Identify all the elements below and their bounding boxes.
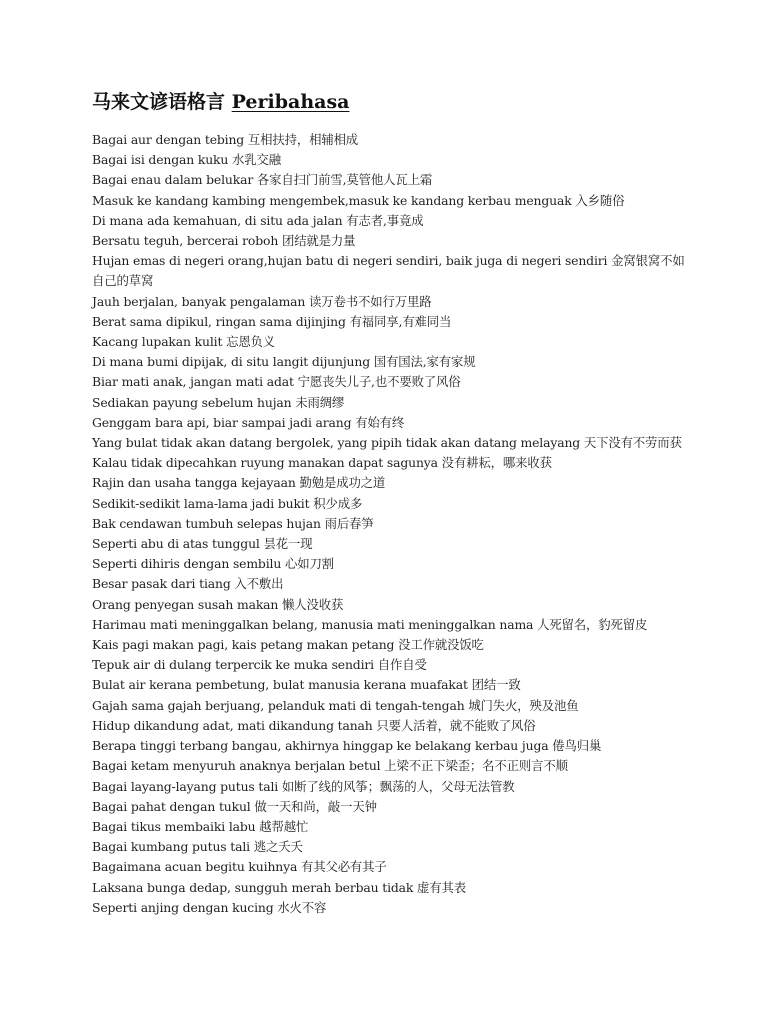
proverb-item: Tepuk air di dulang terpercik ke muka sendiri 自作自受	[92, 657, 427, 673]
proverb-item: Bak cendawan tumbuh selepas hujan 雨后春笋	[92, 515, 374, 531]
proverb-item: Bagai ketam menyuruh anaknya berjalan betul 上梁不正下梁歪；名不正则言不顺	[92, 758, 568, 774]
proverb-item: Bagai layang-layang putus tali 如断了线的风筝；飘荡的人，父母无法管教	[92, 778, 515, 794]
title-latin: Peribahasa	[231, 91, 350, 113]
proverb-list	[92, 130, 692, 918]
proverb-item: Berapa tinggi terbang bangau, akhirnya hinggap ke belakang kerbau juga 倦鸟归巢	[92, 738, 602, 754]
proverb-item: Jauh berjalan, banyak pengalaman 读万卷书不如行万里路	[92, 293, 432, 309]
proverb-item: Bagaimana acuan begitu kuihnya 有其父必有其子	[92, 859, 387, 875]
proverb-item: Bagai aur dengan tebing 互相扶持，相辅相成	[92, 132, 359, 147]
proverb-item: Kalau tidak dipecahkan ruyung manakan dapat sagunya 没有耕耘，哪来收获	[92, 455, 552, 471]
page-title	[92, 88, 692, 116]
proverb-item: Berat sama dipikul, ringan sama dijinjing 有福同享,有难同当	[92, 313, 452, 329]
proverb-item: Sediakan payung sebelum hujan 未雨绸缪	[92, 394, 345, 410]
proverb-item: Seperti dihiris dengan sembilu 心如刀割	[92, 556, 334, 572]
proverb-item: Bagai kumbang putus tali 逃之夭夭	[92, 839, 303, 855]
document-page	[92, 88, 692, 918]
proverb-item: Di mana bumi dipijak, di situ langit dijunjung 国有国法,家有家规	[92, 354, 476, 370]
proverb-item: Sedikit-sedikit lama-lama jadi bukit 积少成多	[92, 495, 363, 511]
title-chinese: 马来文谚语格言	[92, 91, 226, 113]
proverb-item: Hujan emas di negeri orang,hujan batu di negeri sendiri, baik juga di negeri sendiri 金窝银窝不如自己的草窝	[92, 253, 685, 289]
proverb-item: Besar pasak dari tiang 入不敷出	[92, 576, 284, 592]
proverb-item: Bagai pahat dengan tukul 做一天和尚，敲一天钟	[92, 798, 377, 814]
proverb-item: Masuk ke kandang kambing mengembek,masuk ke kandang kerbau menguak 入乡随俗	[92, 192, 625, 208]
proverb-item: Kacang lupakan kulit 忘恩负义	[92, 334, 276, 350]
proverb-item: Gajah sama gajah berjuang, pelanduk mati di tengah-tengah 城门失火，殃及池鱼	[92, 697, 579, 713]
proverb-item: Kais pagi makan pagi, kais petang makan petang 没工作就没饭吃	[92, 637, 484, 653]
proverb-item: Bulat air kerana pembetung, bulat manusia kerana muafakat 团结一致	[92, 677, 521, 693]
proverb-item: Hidup dikandung adat, mati dikandung tanah 只要人活着，就不能败了风俗	[92, 717, 536, 733]
proverb-item: Rajin dan usaha tangga kejayaan 勤勉是成功之道	[92, 475, 386, 491]
proverb-item: Seperti anjing dengan kucing 水火不容	[92, 899, 327, 915]
proverb-item: Yang bulat tidak akan datang bergolek, yang pipih tidak akan datang melayang 天下没有不劳而获	[92, 435, 682, 451]
proverb-item: Di mana ada kemahuan, di situ ada jalan 有志者,事竟成	[92, 212, 424, 228]
proverb-item: Bersatu teguh, bercerai roboh 团结就是力量	[92, 233, 356, 249]
proverb-item: Laksana bunga dedap, sungguh merah berbau tidak 虚有其表	[92, 879, 467, 895]
proverb-item: Bagai isi dengan kuku 水乳交融	[92, 152, 281, 168]
proverb-item: Bagai enau dalam belukar 各家自扫门前雪,莫管他人瓦上霜	[92, 172, 433, 188]
proverb-item: Biar mati anak, jangan mati adat 宁愿丧失儿子,也不要败了风俗	[92, 374, 461, 390]
proverb-item: Orang penyegan susah makan 懒人没收获	[92, 596, 344, 612]
proverb-item: Seperti abu di atas tunggul 昙花一现	[92, 536, 313, 552]
proverb-item: Bagai tikus membaiki labu 越帮越忙	[92, 818, 309, 834]
proverb-item: Genggam bara api, biar sampai jadi arang 有始有终	[92, 414, 405, 430]
proverb-item: Harimau mati meninggalkan belang, manusia mati meninggalkan nama 人死留名，豹死留皮	[92, 616, 648, 632]
